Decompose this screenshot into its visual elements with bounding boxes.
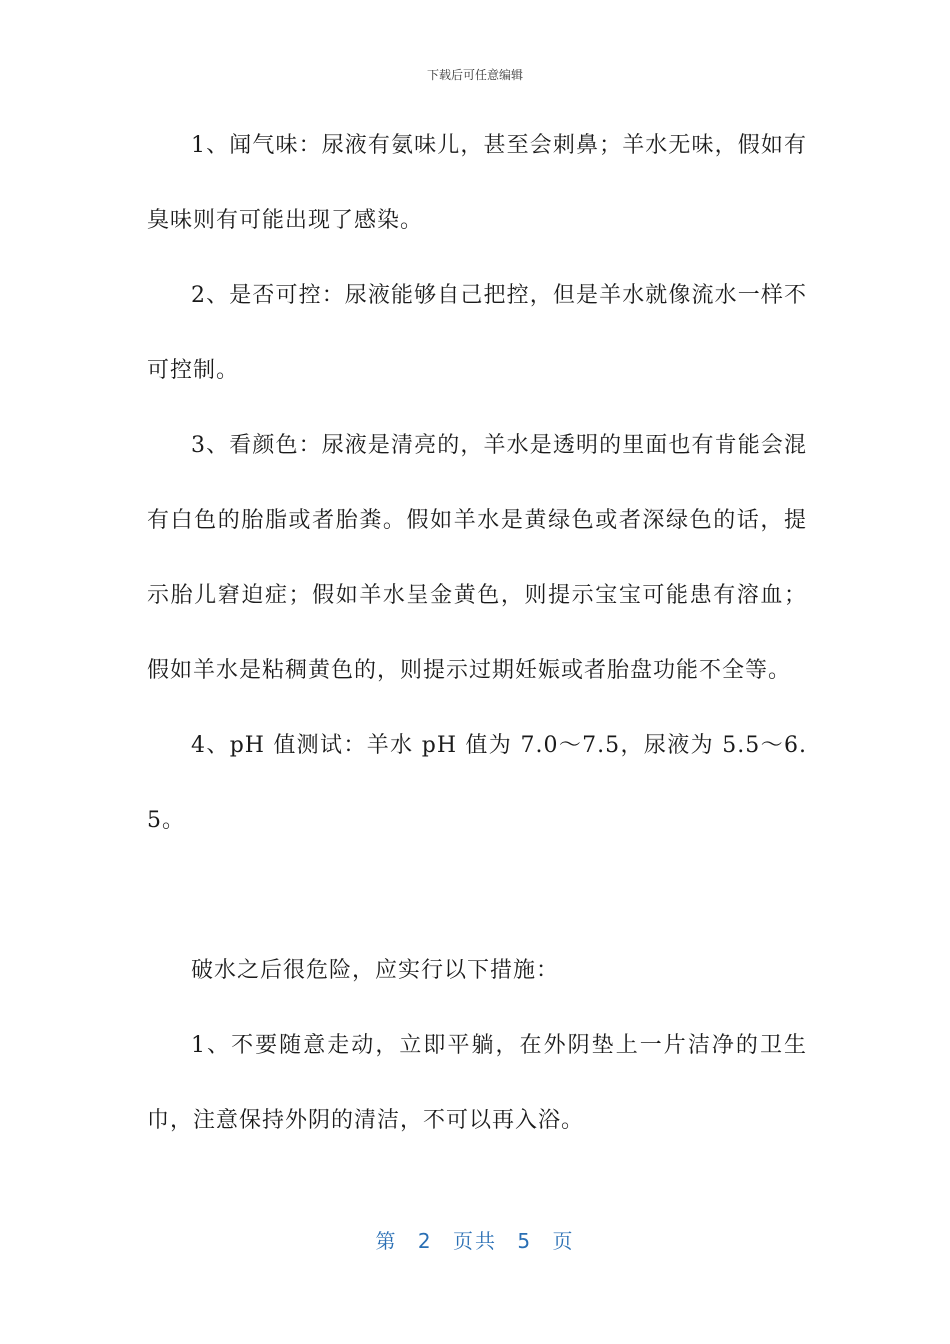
paragraph-smell: 1、闻气味：尿液有氨味儿，甚至会刺鼻；羊水无味，假如有臭味则有可能出现了感染。 [147,133,807,233]
paragraph-color: 3、看颜色：尿液是清亮的，羊水是透明的里面也有肯能会混有白色的胎脂或者胎粪。假如羊水是黄绿色或者深绿色的话，提示胎儿窘迫症；假如羊水呈金黄色，则提示宝宝可能患有溶血；假如羊水是粘稠黄色的，则提示过期妊娠或者胎盘功能不全等。 [147,433,807,683]
footer-prefix: 第 [375,1229,398,1253]
paragraph-control: 2、是否可控：尿液能够自己把控，但是羊水就像流水一样不可控制。 [147,283,807,383]
page-footer [0,1225,950,1254]
footer-page-number: 2 [417,1229,433,1253]
footer-middle: 页共 [453,1229,497,1253]
paragraph-measure-1: 1、不要随意走动，立即平躺，在外阴垫上一片洁净的卫生巾，注意保持外阴的清洁，不可以再入浴。 [147,1033,807,1133]
blank-line [147,858,807,933]
paragraph-ph-test: 4、pH 值测试：羊水 pH 值为 7.0～7.5，尿液为 5.5～6.5。 [147,733,807,833]
footer-suffix: 页 [552,1229,575,1253]
document-body [147,108,807,1158]
paragraph-measures-intro: 破水之后很危险，应实行以下措施： [191,958,560,983]
footer-total-pages: 5 [517,1229,533,1253]
page-header: 下载后可任意编辑 [426,68,523,82]
